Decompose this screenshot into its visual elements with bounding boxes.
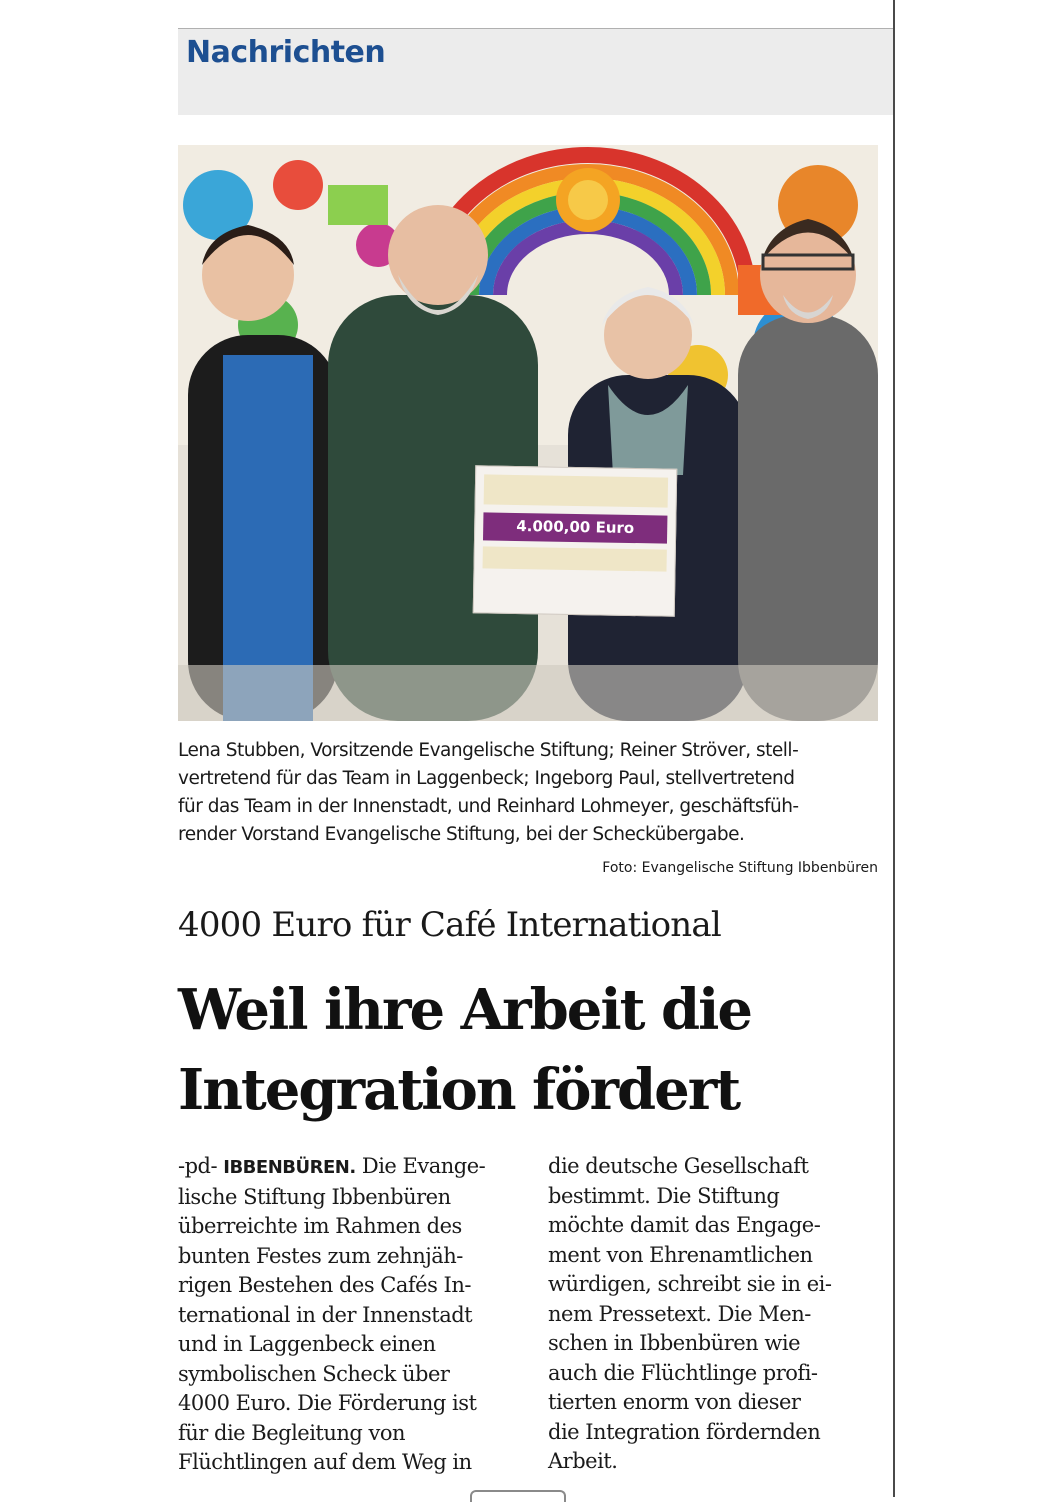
body-line: bestimmt. Die Stiftung — [548, 1183, 780, 1208]
body-line: tierten enorm von dieser — [548, 1390, 801, 1414]
body-line: möchte damit das Engage- — [548, 1213, 821, 1237]
caption-line: Lena Stubben, Vorsitzende Evangelische Stiftung; Reiner Ströver, stell- — [178, 740, 799, 761]
body-line: schen in Ibbenbüren wie — [548, 1331, 800, 1355]
photo-credit: Foto: Evangelische Stiftung Ibbenbüren — [602, 860, 878, 876]
article-kicker: 4000 Euro für Café International — [178, 905, 721, 945]
body-line: symbolischen Scheck über — [178, 1361, 450, 1386]
article-column-right — [548, 1152, 893, 1477]
section-title: Nachrichten — [186, 35, 386, 70]
body-line-first — [178, 1152, 523, 1183]
body-line: lische Stiftung Ibbenbüren — [178, 1184, 451, 1209]
body-line: würdigen, schreibt sie in ei- — [548, 1272, 832, 1296]
cheque-bottom-strip — [483, 546, 667, 571]
body-line: Arbeit. — [548, 1449, 618, 1473]
body-line: rigen Bestehen des Cafés In- — [178, 1273, 471, 1297]
body-text: Die Evange- — [361, 1154, 486, 1178]
body-line: ternational in der Innenstadt — [178, 1302, 473, 1327]
caption-line: vertretend für das Team in Laggenbeck; Ingeborg Paul, stellvertretend — [178, 768, 795, 789]
bottom-scroll-handle[interactable] — [470, 1490, 566, 1502]
dateline: IBBENBÜREN. — [223, 1157, 356, 1178]
body-line: und in Laggenbeck einen — [178, 1332, 436, 1356]
byline: -pd- — [178, 1154, 218, 1178]
cheque-amount: 4.000,00 Euro — [516, 516, 635, 538]
body-line: ment von Ehrenamtlichen — [548, 1242, 813, 1267]
article-headline — [178, 970, 893, 1130]
page-right-rule — [893, 0, 895, 1497]
section-header — [178, 28, 893, 115]
body-line: überreichte im Rahmen des — [178, 1214, 462, 1238]
cheque-top-strip — [484, 474, 668, 507]
cheque-amount-band — [483, 512, 667, 543]
body-line: die Integration fördernden — [548, 1419, 821, 1444]
body-line: bunten Festes zum zehnjäh- — [178, 1243, 463, 1268]
photo-illustration — [178, 145, 878, 721]
body-line: die deutsche Gesellschaft — [548, 1154, 809, 1178]
headline-line: Weil ihre Arbeit die — [178, 977, 752, 1043]
body-line: Flüchtlingen auf dem Weg in — [178, 1450, 472, 1474]
headline-line: Integration fördert — [178, 1057, 740, 1123]
caption-line: render Vorstand Evangelische Stiftung, bei der Scheckübergabe. — [178, 824, 745, 845]
body-line: auch die Flüchtlinge profi- — [548, 1360, 818, 1385]
article-photo — [178, 145, 878, 721]
article-column-left — [178, 1152, 523, 1478]
body-line: 4000 Euro. Die Förderung ist — [178, 1391, 477, 1415]
cheque-card — [473, 465, 678, 617]
body-line: nem Pressetext. Die Men- — [548, 1301, 811, 1326]
caption-line: für das Team in der Innenstadt, und Reinhard Lohmeyer, geschäftsfüh- — [178, 796, 799, 817]
body-line: für die Begleitung von — [178, 1420, 406, 1445]
photo-caption — [178, 737, 878, 849]
